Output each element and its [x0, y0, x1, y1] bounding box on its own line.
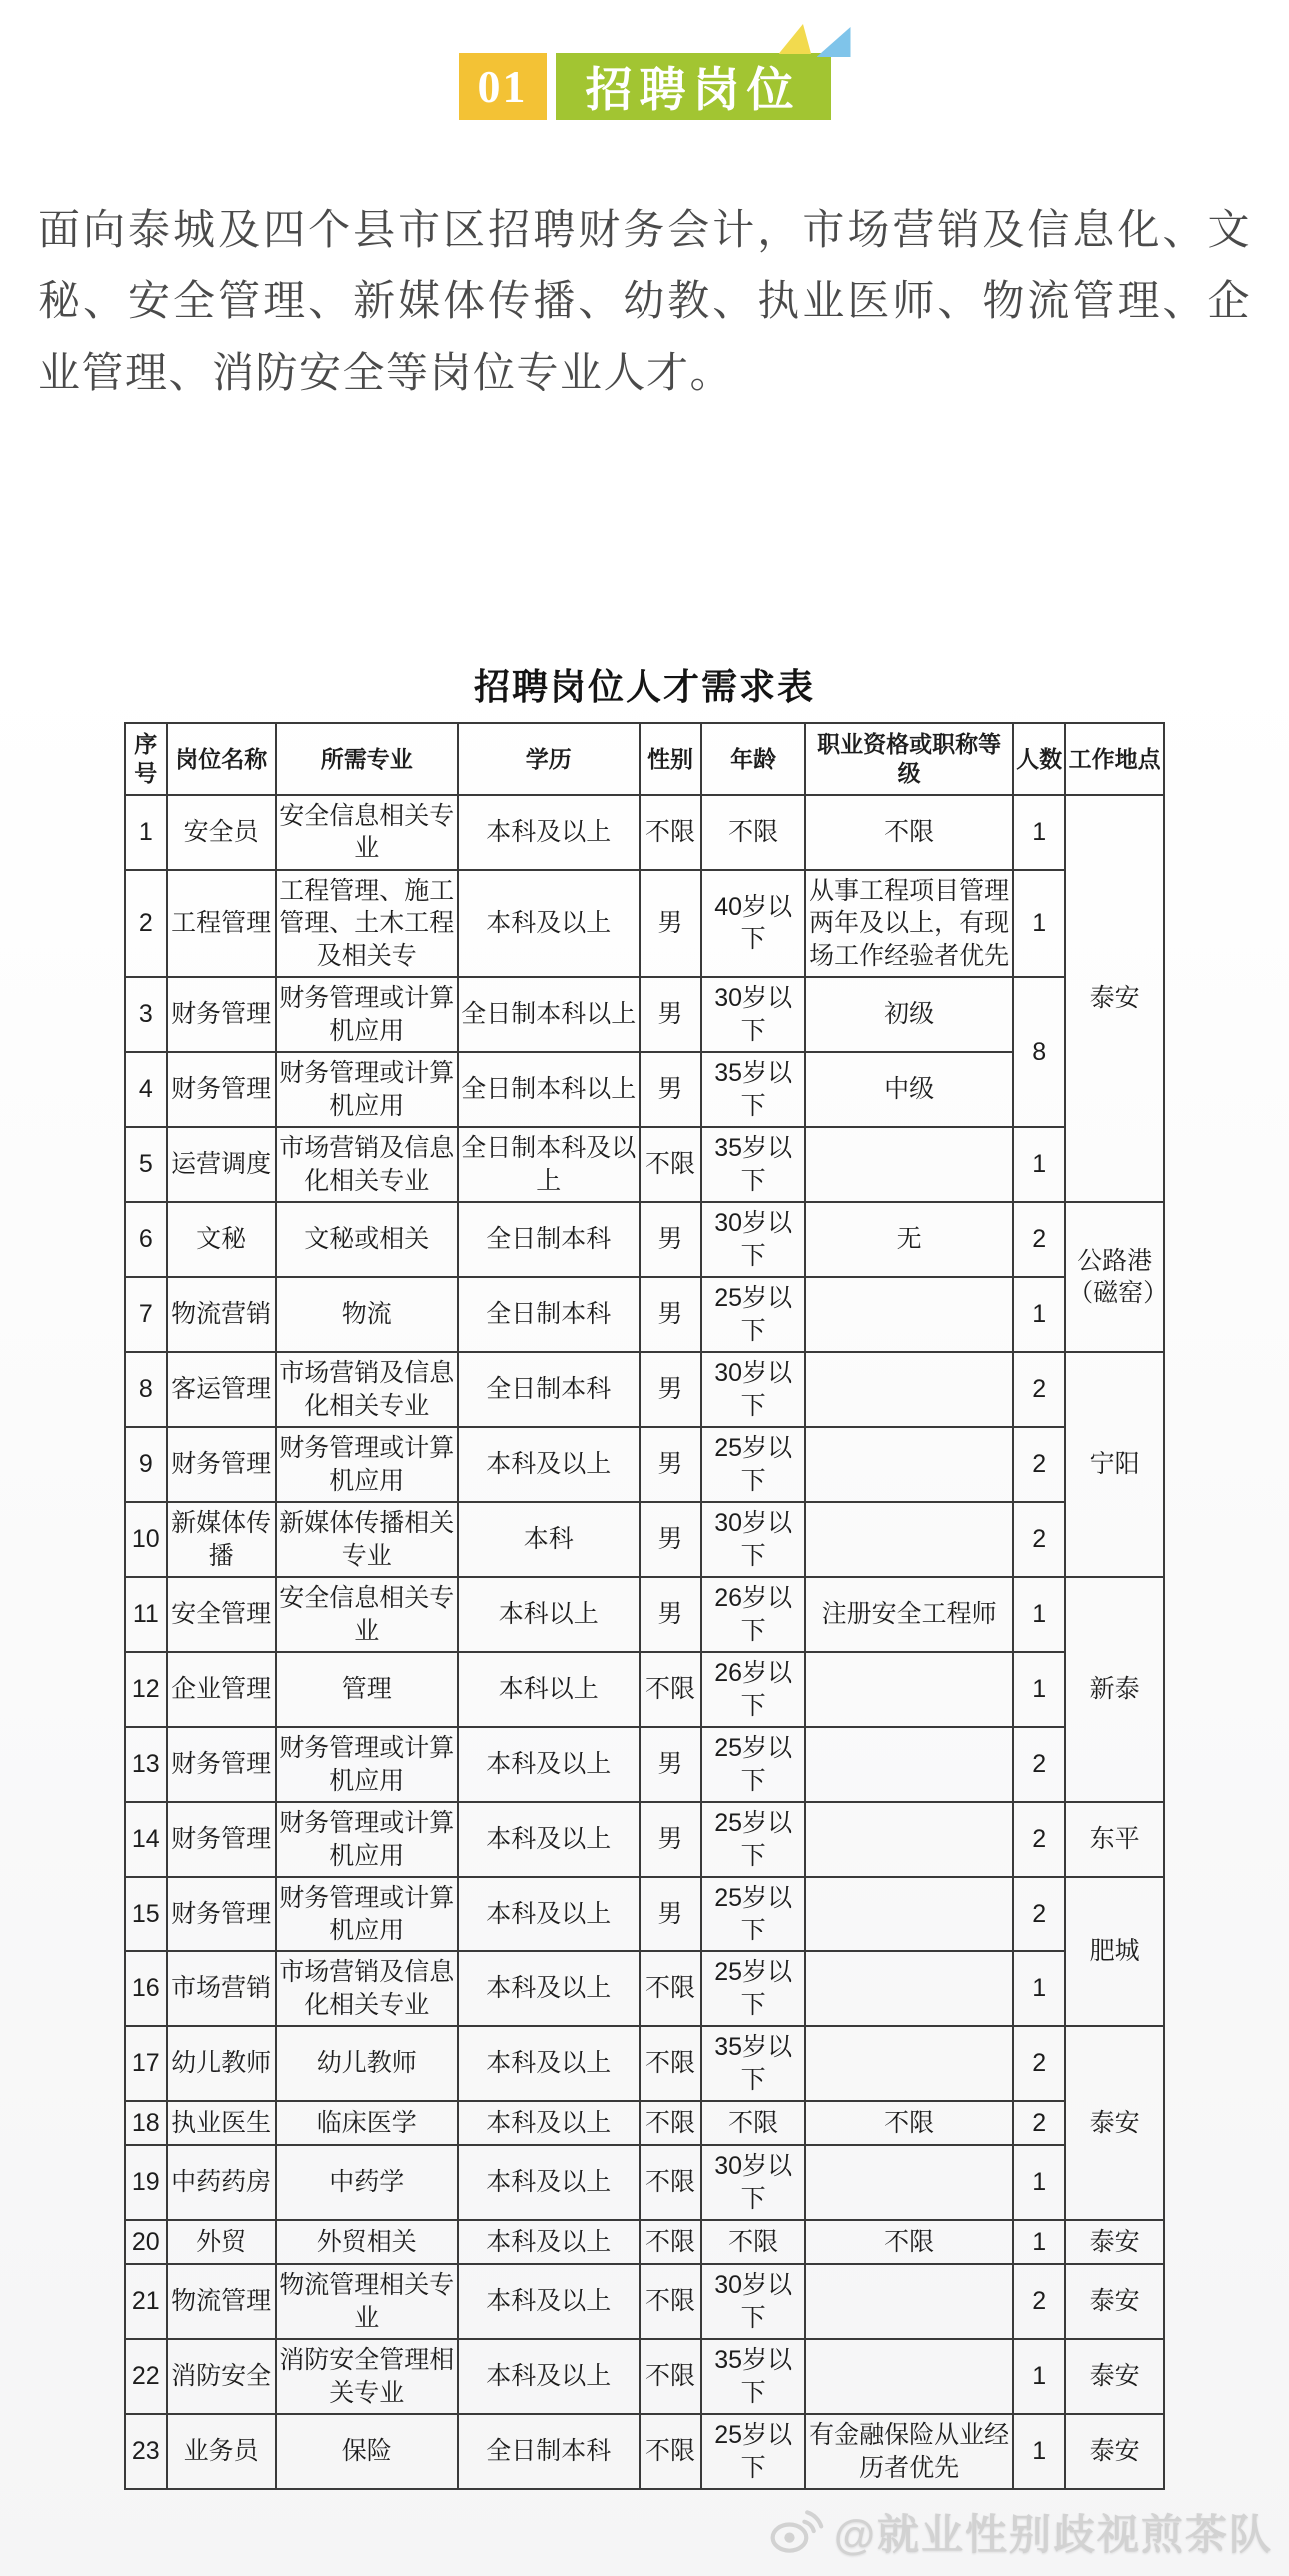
- table-cell: 市场营销: [167, 1951, 276, 2026]
- table-cell: 财务管理: [167, 977, 276, 1052]
- table-cell: 本科及以上: [458, 2145, 640, 2220]
- table-cell: 文秘或相关: [276, 1202, 458, 1277]
- table-row: [125, 1277, 1164, 1352]
- table-cell: 5: [125, 1127, 167, 1202]
- table-cell: 物流管理相关专业: [276, 2264, 458, 2339]
- table-cell: 安全员: [167, 795, 276, 870]
- table-cell: 2: [1013, 1427, 1065, 1502]
- table-header-row: [125, 723, 1164, 795]
- table-cell: 19: [125, 2145, 167, 2220]
- table-cell: 男: [640, 977, 701, 1052]
- table-cell: 全日制本科: [458, 1202, 640, 1277]
- table-cell: 泰安: [1065, 2220, 1164, 2264]
- table-cell: 客运管理: [167, 1352, 276, 1427]
- table-cell: 不限: [701, 795, 805, 870]
- table-row: [125, 1877, 1164, 1951]
- table-cell: [805, 1127, 1013, 1202]
- table-row: [125, 2145, 1164, 2220]
- table-cell: 30岁以下: [701, 977, 805, 1052]
- table-cell: 本科及以上: [458, 2101, 640, 2145]
- table-cell: [805, 1802, 1013, 1877]
- table-cell: 宁阳: [1065, 1352, 1164, 1577]
- table-cell: 10: [125, 1502, 167, 1577]
- table-cell: [805, 2264, 1013, 2339]
- table-cell: 2: [1013, 1727, 1065, 1802]
- table-cell: 本科以上: [458, 1577, 640, 1652]
- table-cell: 业务员: [167, 2414, 276, 2489]
- table-cell: 2: [1013, 1502, 1065, 1577]
- table-cell: 安全管理: [167, 1577, 276, 1652]
- table-cell: 17: [125, 2026, 167, 2101]
- table-cell: 1: [1013, 1277, 1065, 1352]
- table-cell: 1: [1013, 870, 1065, 978]
- table-cell: 不限: [640, 2145, 701, 2220]
- table-cell: 泰安: [1065, 2026, 1164, 2220]
- table-cell: 本科及以上: [458, 2264, 640, 2339]
- table-cell: 9: [125, 1427, 167, 1502]
- table-cell: 2: [125, 870, 167, 978]
- table-row: [125, 977, 1164, 1052]
- table-cell: 本科及以上: [458, 2220, 640, 2264]
- table-cell: 外贸相关: [276, 2220, 458, 2264]
- table-cell: 30岁以下: [701, 1202, 805, 1277]
- table-cell: 男: [640, 870, 701, 978]
- table-cell: 财务管理: [167, 1052, 276, 1127]
- recruitment-table: [124, 722, 1169, 2490]
- table-cell: 本科及以上: [458, 2339, 640, 2414]
- table-cell: [805, 1277, 1013, 1352]
- watermark-text: @就业性别歧视煎茶队: [834, 2511, 1273, 2559]
- table-cell: 男: [640, 1727, 701, 1802]
- table-cell: 25岁以下: [701, 2414, 805, 2489]
- table-cell: 14: [125, 1802, 167, 1877]
- table-cell: [805, 1951, 1013, 2026]
- section-title-badge: [556, 53, 831, 120]
- table-cell: 本科及以上: [458, 1951, 640, 2026]
- table-cell: 消防安全: [167, 2339, 276, 2414]
- intro-paragraph: 面向泰城及四个县市区招聘财务会计，市场营销及信息化、文秘、安全管理、新媒体传播、幼教、执业医师、物流管理、企业管理、消防安全等岗位专业人才。: [38, 206, 1251, 396]
- table-cell: 20: [125, 2220, 167, 2264]
- table-cell: [805, 1652, 1013, 1727]
- table-cell: 市场营销及信息化相关专业: [276, 1127, 458, 1202]
- table-cell: 1: [1013, 1951, 1065, 2026]
- table-cell: 1: [1013, 795, 1065, 870]
- table-cell: 本科及以上: [458, 1727, 640, 1802]
- table-cell: 财务管理: [167, 1727, 276, 1802]
- table-cell: 东平: [1065, 1802, 1164, 1877]
- table-cell: 肥城: [1065, 1877, 1164, 2026]
- table-cell: 全日制本科: [458, 2414, 640, 2489]
- table-cell: 35岁以下: [701, 1127, 805, 1202]
- table-cell: 男: [640, 1577, 701, 1652]
- table-cell: 男: [640, 1352, 701, 1427]
- table-cell: 泰安: [1065, 2414, 1164, 2489]
- table-cell: 2: [1013, 2264, 1065, 2339]
- table-cell: 财务管理: [167, 1877, 276, 1951]
- watermark: [0, 2502, 1273, 2562]
- table-row: [125, 2220, 1164, 2264]
- table-cell: 8: [1013, 977, 1065, 1127]
- table-cell: 1: [1013, 2220, 1065, 2264]
- table-cell: 运营调度: [167, 1127, 276, 1202]
- table-row: [125, 1352, 1164, 1427]
- table-cell: 不限: [805, 795, 1013, 870]
- table-row: [125, 2101, 1164, 2145]
- table-cell: 财务管理: [167, 1427, 276, 1502]
- table-cell: 安全信息相关专业: [276, 795, 458, 870]
- table-row: [125, 795, 1164, 870]
- column-header: 人数: [1013, 723, 1065, 795]
- table-cell: 幼儿教师: [167, 2026, 276, 2101]
- table-cell: 工程管理: [167, 870, 276, 978]
- table-cell: 不限: [640, 1127, 701, 1202]
- table-cell: 男: [640, 1277, 701, 1352]
- table-cell: 本科以上: [458, 1652, 640, 1727]
- table-cell: 1: [125, 795, 167, 870]
- table-cell: 1: [1013, 1127, 1065, 1202]
- table-cell: 消防安全管理相关专业: [276, 2339, 458, 2414]
- table-cell: 市场营销及信息化相关专业: [276, 1951, 458, 2026]
- table-cell: 文秘: [167, 1202, 276, 1277]
- table-cell: 市场营销及信息化相关专业: [276, 1352, 458, 1427]
- table-cell: [805, 2339, 1013, 2414]
- table-cell: 泰安: [1065, 2264, 1164, 2339]
- table-cell: 22: [125, 2339, 167, 2414]
- table-cell: 18: [125, 2101, 167, 2145]
- table-row: [125, 1802, 1164, 1877]
- table-cell: 8: [125, 1352, 167, 1427]
- table-cell: 全日制本科以上: [458, 977, 640, 1052]
- table-cell: 男: [640, 1502, 701, 1577]
- table-cell: 执业医生: [167, 2101, 276, 2145]
- table-cell: 财务管理或计算机应用: [276, 1802, 458, 1877]
- column-header: 性别: [640, 723, 701, 795]
- table-cell: 25岁以下: [701, 1951, 805, 2026]
- table-cell: 2: [1013, 1352, 1065, 1427]
- table-cell: 不限: [640, 2264, 701, 2339]
- table-cell: 1: [1013, 2145, 1065, 2220]
- table-cell: 全日制本科: [458, 1352, 640, 1427]
- table-row: [125, 1127, 1164, 1202]
- table-cell: 30岁以下: [701, 1352, 805, 1427]
- table-cell: 全日制本科: [458, 1277, 640, 1352]
- table-cell: 物流营销: [167, 1277, 276, 1352]
- table-cell: 财务管理或计算机应用: [276, 1877, 458, 1951]
- table-cell: 本科及以上: [458, 1877, 640, 1951]
- table-cell: 不限: [805, 2101, 1013, 2145]
- table-cell: 不限: [640, 1951, 701, 2026]
- table-cell: [805, 1877, 1013, 1951]
- table-row: [125, 1202, 1164, 1277]
- table-cell: 财务管理: [167, 1802, 276, 1877]
- table-cell: 25岁以下: [701, 1277, 805, 1352]
- table-cell: 15: [125, 1877, 167, 1951]
- table-cell: 25岁以下: [701, 1802, 805, 1877]
- table-cell: 不限: [701, 2101, 805, 2145]
- table-cell: 财务管理或计算机应用: [276, 1052, 458, 1127]
- recruitment-notice-page: [0, 53, 1289, 2576]
- column-header: 工作地点: [1065, 723, 1164, 795]
- table-row: [125, 2026, 1164, 2101]
- table-cell: 不限: [640, 2101, 701, 2145]
- table-cell: 公路港（磁窑）: [1065, 1202, 1164, 1352]
- table-cell: 本科: [458, 1502, 640, 1577]
- column-header: 岗位名称: [167, 723, 276, 795]
- table-cell: 临床医学: [276, 2101, 458, 2145]
- table-cell: 从事工程项目管理两年及以上，有现场工作经验者优先: [805, 870, 1013, 978]
- table-cell: 不限: [701, 2220, 805, 2264]
- table-cell: 外贸: [167, 2220, 276, 2264]
- column-header: 学历: [458, 723, 640, 795]
- table-cell: 初级: [805, 977, 1013, 1052]
- column-header: 所需专业: [276, 723, 458, 795]
- table-cell: 男: [640, 1202, 701, 1277]
- table-cell: 2: [1013, 1877, 1065, 1951]
- table-cell: 本科及以上: [458, 795, 640, 870]
- table-row: [125, 1727, 1164, 1802]
- table-cell: 不限: [640, 2339, 701, 2414]
- table-cell: 13: [125, 1727, 167, 1802]
- table-cell: 男: [640, 1802, 701, 1877]
- table-cell: 男: [640, 1052, 701, 1127]
- table-row: [125, 2414, 1164, 2489]
- table-cell: 新媒体传播相关专业: [276, 1502, 458, 1577]
- table-cell: 泰安: [1065, 795, 1164, 1203]
- table-cell: 物流: [276, 1277, 458, 1352]
- triangle-yellow-icon: [779, 24, 813, 54]
- table-cell: 中级: [805, 1052, 1013, 1127]
- table-cell: 30岁以下: [701, 2145, 805, 2220]
- table-cell: 35岁以下: [701, 2339, 805, 2414]
- table-cell: 本科及以上: [458, 870, 640, 978]
- table-cell: [805, 2145, 1013, 2220]
- table-cell: 25岁以下: [701, 1877, 805, 1951]
- table-cell: 物流管理: [167, 2264, 276, 2339]
- table-cell: 4: [125, 1052, 167, 1127]
- table-cell: 全日制本科以上: [458, 1052, 640, 1127]
- table-cell: 1: [1013, 2339, 1065, 2414]
- table-cell: 幼儿教师: [276, 2026, 458, 2101]
- table-cell: 7: [125, 1277, 167, 1352]
- column-header: 职业资格或职称等级: [805, 723, 1013, 795]
- table-cell: 30岁以下: [701, 1502, 805, 1577]
- table-cell: 有金融保险从业经历者优先: [805, 2414, 1013, 2489]
- table-cell: 25岁以下: [701, 1427, 805, 1502]
- table-cell: [805, 1502, 1013, 1577]
- table-cell: 12: [125, 1652, 167, 1727]
- table-row: [125, 1652, 1164, 1727]
- table-cell: 泰安: [1065, 2339, 1164, 2414]
- table-cell: 无: [805, 1202, 1013, 1277]
- table-cell: 财务管理或计算机应用: [276, 977, 458, 1052]
- table-row: [125, 1577, 1164, 1652]
- table-cell: 35岁以下: [701, 2026, 805, 2101]
- table-cell: [805, 1427, 1013, 1502]
- table-cell: 30岁以下: [701, 2264, 805, 2339]
- table-cell: 1: [1013, 1577, 1065, 1652]
- table-row: [125, 1052, 1164, 1127]
- table-cell: 2: [1013, 2101, 1065, 2145]
- table-cell: 23: [125, 2414, 167, 2489]
- table-cell: 本科及以上: [458, 1427, 640, 1502]
- column-header: 序号: [125, 723, 167, 795]
- table-row: [125, 1951, 1164, 2026]
- table-cell: 40岁以下: [701, 870, 805, 978]
- table-cell: 35岁以下: [701, 1052, 805, 1127]
- column-header: 年龄: [701, 723, 805, 795]
- table-row: [125, 2339, 1164, 2414]
- table-cell: [805, 1352, 1013, 1427]
- table-cell: 11: [125, 1577, 167, 1652]
- table-cell: 1: [1013, 2414, 1065, 2489]
- section-title: 招聘岗位: [556, 53, 831, 120]
- table-cell: 财务管理或计算机应用: [276, 1727, 458, 1802]
- table-cell: 21: [125, 2264, 167, 2339]
- table-cell: 新媒体传播: [167, 1502, 276, 1577]
- table-cell: 3: [125, 977, 167, 1052]
- table-title: 招聘岗位人才需求表: [473, 667, 815, 708]
- table-cell: 6: [125, 1202, 167, 1277]
- table-cell: 26岁以下: [701, 1652, 805, 1727]
- table-cell: 1: [1013, 1652, 1065, 1727]
- table-cell: 2: [1013, 2026, 1065, 2101]
- table-row: [125, 2264, 1164, 2339]
- table-cell: 注册安全工程师: [805, 1577, 1013, 1652]
- section-number-badge: 01: [459, 53, 547, 120]
- table-cell: 不限: [640, 2220, 701, 2264]
- table-cell: [805, 1727, 1013, 1802]
- table-cell: 中药药房: [167, 2145, 276, 2220]
- table-cell: 新泰: [1065, 1577, 1164, 1802]
- table-cell: 不限: [640, 1652, 701, 1727]
- table-cell: 25岁以下: [701, 1727, 805, 1802]
- table-cell: 不限: [640, 2026, 701, 2101]
- table-cell: 26岁以下: [701, 1577, 805, 1652]
- table-cell: 不限: [805, 2220, 1013, 2264]
- section-header: [0, 53, 1289, 120]
- table-cell: 中药学: [276, 2145, 458, 2220]
- table-cell: 不限: [640, 2414, 701, 2489]
- table-cell: 16: [125, 1951, 167, 2026]
- table-cell: 安全信息相关专业: [276, 1577, 458, 1652]
- table-cell: 2: [1013, 1202, 1065, 1277]
- table-cell: 财务管理或计算机应用: [276, 1427, 458, 1502]
- table-cell: 企业管理: [167, 1652, 276, 1727]
- table-cell: 全日制本科及以上: [458, 1127, 640, 1202]
- photographed-sheet: [0, 659, 1289, 2576]
- table-cell: 不限: [640, 795, 701, 870]
- table-row: [125, 1502, 1164, 1577]
- table-cell: 工程管理、施工管理、土木工程及相关专: [276, 870, 458, 978]
- table-cell: 2: [1013, 1802, 1065, 1877]
- table-cell: 保险: [276, 2414, 458, 2489]
- table-cell: 男: [640, 1427, 701, 1502]
- table-cell: 男: [640, 1877, 701, 1951]
- weibo-icon: [768, 2508, 824, 2556]
- table-cell: 本科及以上: [458, 2026, 640, 2101]
- table-cell: [805, 2026, 1013, 2101]
- table-row: [125, 1427, 1164, 1502]
- table-cell: 管理: [276, 1652, 458, 1727]
- table-cell: 本科及以上: [458, 1802, 640, 1877]
- table-row: [125, 870, 1164, 978]
